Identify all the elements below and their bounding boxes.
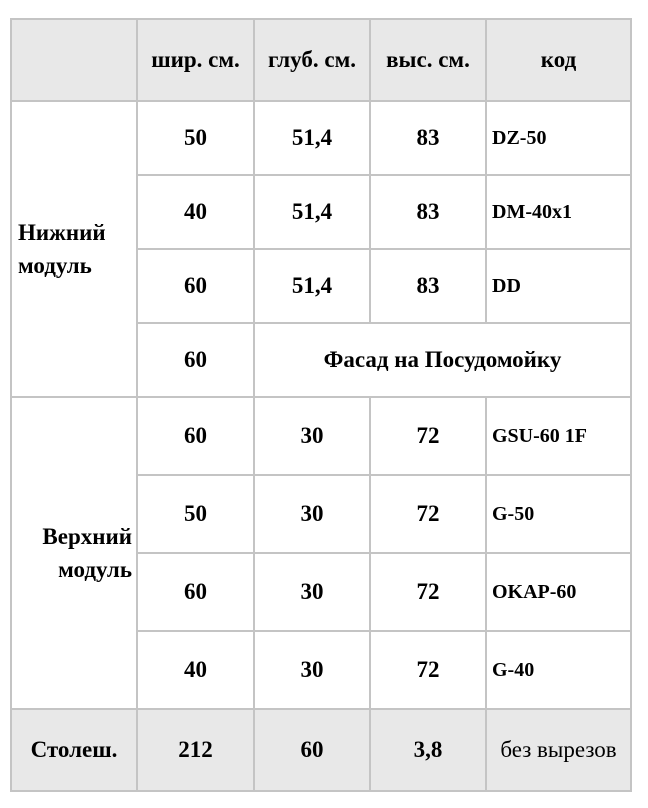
cell-height: 72 [370,397,486,475]
table-row [11,397,631,475]
cell-width: 40 [137,631,254,709]
countertop-label: Столеш. [11,709,137,791]
cell-code: OKAP-60 [486,553,631,631]
cell-width: 50 [137,101,254,175]
cell-depth: 60 [254,709,370,791]
countertop-row [11,709,631,791]
upper-module-label: Верхний модуль [11,397,137,709]
cell-code: G-50 [486,475,631,553]
cell-height: 83 [370,249,486,323]
cell-code: без вырезов [486,709,631,791]
cell-code: GSU-60 1F [486,397,631,475]
cell-depth: 51,4 [254,101,370,175]
cell-code: G-40 [486,631,631,709]
cell-height: 72 [370,631,486,709]
cell-height: 3,8 [370,709,486,791]
cell-code: DM-40x1 [486,175,631,249]
facade-cell: Фасад на Посудомойку [254,323,631,397]
cell-depth: 30 [254,631,370,709]
module-spec-table [10,18,632,792]
cell-depth: 51,4 [254,249,370,323]
cell-height: 72 [370,475,486,553]
cell-height: 83 [370,175,486,249]
cell-width: 50 [137,475,254,553]
header-code: код [486,19,631,101]
cell-width: 60 [137,323,254,397]
cell-width: 60 [137,397,254,475]
cell-depth: 30 [254,553,370,631]
cell-height: 72 [370,553,486,631]
table-row [11,101,631,175]
header-height: выс. см. [370,19,486,101]
header-depth: глуб. см. [254,19,370,101]
cell-height: 83 [370,101,486,175]
cell-width: 60 [137,249,254,323]
header-row [11,19,631,101]
cell-code: DD [486,249,631,323]
cell-width: 60 [137,553,254,631]
header-empty-cell [11,19,137,101]
header-width: шир. см. [137,19,254,101]
cell-width: 40 [137,175,254,249]
cell-code: DZ-50 [486,101,631,175]
cell-depth: 51,4 [254,175,370,249]
cell-depth: 30 [254,397,370,475]
lower-module-label: Нижний модуль [11,101,137,397]
cell-width: 212 [137,709,254,791]
cell-depth: 30 [254,475,370,553]
